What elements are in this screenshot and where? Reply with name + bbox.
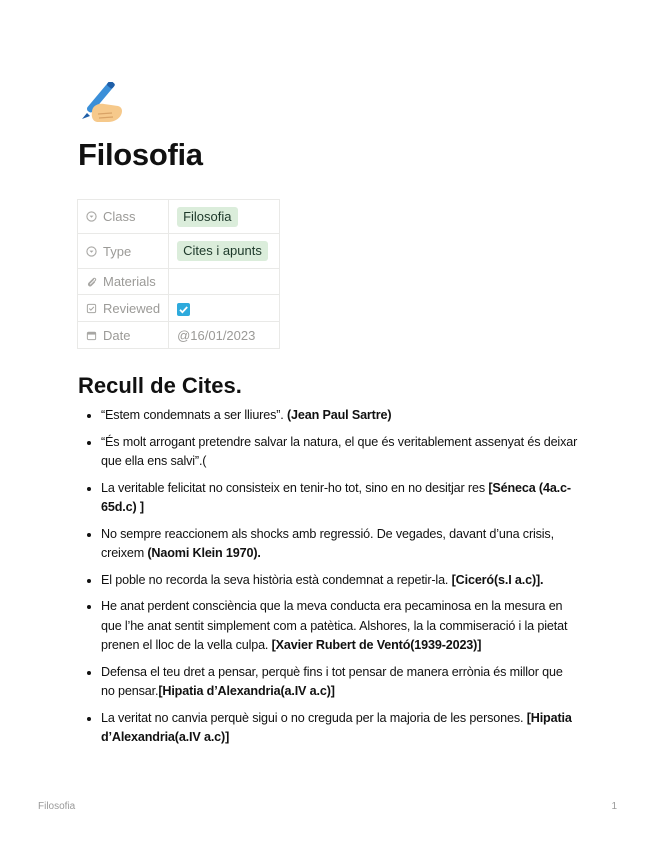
list-item xyxy=(78,525,578,564)
quote-text: El poble no recorda la seva història està condemnat a repetir-la. xyxy=(101,572,452,587)
quote-author: [Xavier Rubert de Ventó(1939-2023)] xyxy=(271,638,482,652)
list-item xyxy=(78,571,578,591)
property-label: Type xyxy=(103,243,132,259)
property-row-date[interactable] xyxy=(78,322,280,349)
quote-text: La veritat no canvia perquè sigui o no creguda per la majoria de les persones. xyxy=(101,710,527,725)
property-label: Materials xyxy=(103,274,156,289)
property-label: Class xyxy=(103,209,136,224)
quote-text: “És molt arrogant pretendre salvar la natura, el que és veritablement assenyat és deixar que ella ens salvi”.( xyxy=(101,434,578,468)
quote-text: He anat perdent consciència que la meva conducta era pecaminosa en la mesura en que l’he anat sentit simplement com a patètica. Alshores, la la commiseració i la pietat prenen el lloc de la vella culpa. xyxy=(101,599,568,652)
checkbox-icon xyxy=(86,303,97,314)
quote-author: [Ciceró(s.I a.c)]. xyxy=(451,572,544,587)
list-item xyxy=(78,406,578,426)
list-item xyxy=(78,433,578,472)
calendar-icon xyxy=(86,330,97,341)
quote-author: (Jean Paul Sartre) xyxy=(286,408,392,422)
property-row-type[interactable] xyxy=(78,234,280,269)
writing-hand-emoji-icon xyxy=(78,82,124,128)
quote-author: [Séneca (4a.c-65d.c) ] xyxy=(101,480,571,514)
list-item xyxy=(78,709,578,748)
list-item xyxy=(78,663,578,702)
quote-text: “Estem condemnats a ser lliures”. xyxy=(101,408,287,422)
reviewed-checkbox[interactable] xyxy=(177,303,190,316)
quote-text: No sempre reaccionem als shocks amb regressió. De vegades, davant d’una crisis, creixem xyxy=(101,526,554,560)
class-tag[interactable]: Filosofia xyxy=(177,207,237,227)
type-tag[interactable]: Cites i apunts xyxy=(177,241,268,261)
quote-author: [Hipatia d’Alexandria(a.IV a.c)] xyxy=(101,710,572,744)
page-number: 1 xyxy=(611,801,617,812)
properties-table xyxy=(77,199,280,349)
quote-author: [Hipatia d’Alexandria(a.IV a.c)] xyxy=(158,684,335,698)
property-label: Date xyxy=(103,327,131,343)
checkmark-icon xyxy=(177,303,190,316)
property-row-class[interactable] xyxy=(78,200,280,234)
materials-value[interactable] xyxy=(169,269,280,295)
date-value[interactable]: @16/01/2023 xyxy=(177,327,256,343)
quote-text: La veritable felicitat no consisteix en tenir-ho tot, sino en no desitjar res xyxy=(101,480,489,495)
page-title: Filosofia xyxy=(78,137,203,172)
select-icon xyxy=(86,211,97,222)
quote-text: Defensa el teu dret a pensar, perquè fins i tot pensar de manera errònia és millor que no pensar. xyxy=(101,664,563,698)
select-icon xyxy=(86,246,97,257)
list-item xyxy=(78,597,578,656)
quotes-list xyxy=(78,406,578,755)
quote-author: (Naomi Klein 1970). xyxy=(147,546,261,560)
paperclip-icon xyxy=(86,276,97,287)
property-row-reviewed[interactable] xyxy=(78,295,280,322)
property-row-materials[interactable] xyxy=(78,269,280,295)
list-item xyxy=(78,479,578,518)
footer-title: Filosofia xyxy=(38,801,76,812)
section-heading: Recull de Cites. xyxy=(78,373,242,398)
property-label: Reviewed xyxy=(103,300,161,316)
